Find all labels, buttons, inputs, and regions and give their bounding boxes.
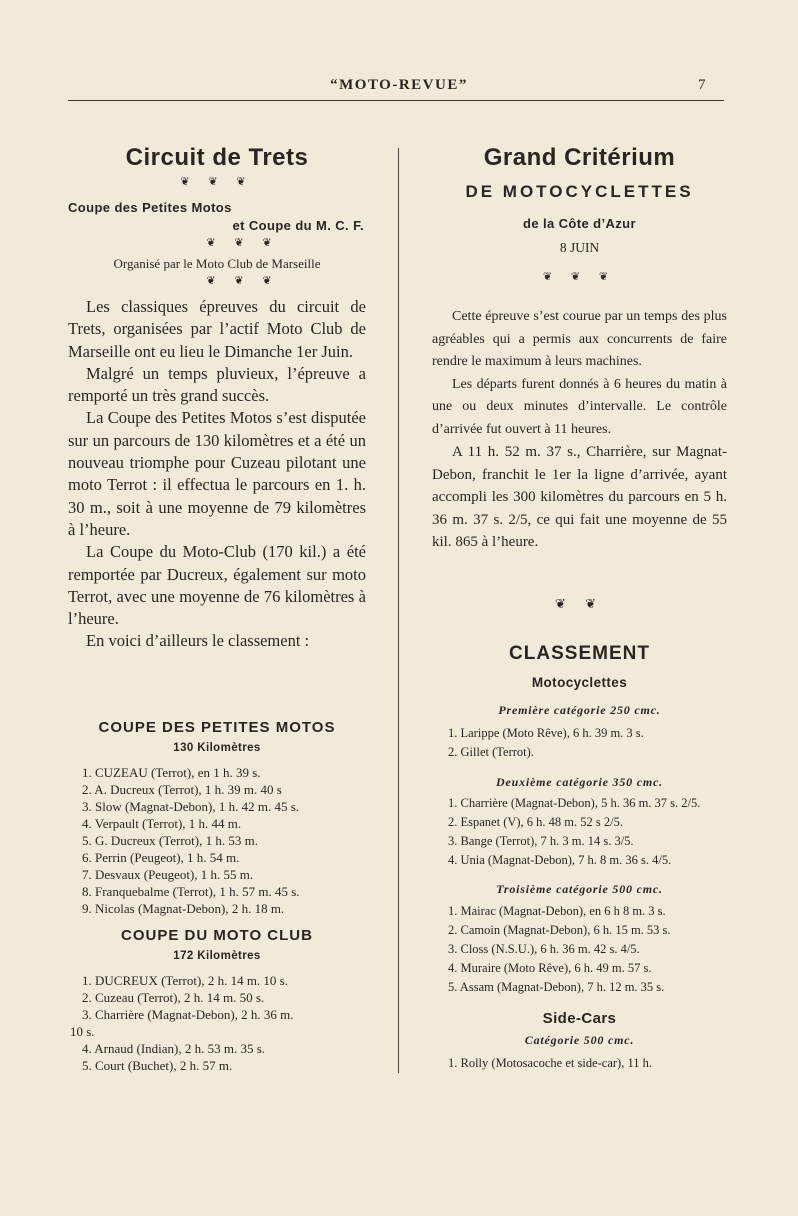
list-item: 2. Gillet (Terrot). (448, 745, 534, 759)
ornament-icon: ❦ ❦ ❦ (206, 237, 280, 249)
list-item: 3. Closs (N.S.U.), 6 h. 36 m. 42 s. 4/5. (448, 942, 640, 956)
section-distance: 130 Kilomètres (173, 742, 261, 754)
list-item: 1. Charrière (Magnat-Debon), 5 h. 36 m. 37 s. 2/5. (448, 796, 701, 810)
ornament-icon: ❦ ❦ ❦ (542, 271, 617, 283)
category-title: Troisième catégorie 500 cmc. (496, 882, 663, 896)
results-list-cat1 (448, 724, 644, 762)
list-item: 2. Espanet (V), 6 h. 48 m. 52 s 2/5. (448, 815, 623, 829)
section-title-moto-club: COUPE DU MOTO CLUB (121, 927, 313, 944)
list-item: 3. Slow (Magnat-Debon), 1 h. 42 m. 45 s. (82, 799, 300, 814)
motocyclettes-heading: Motocyclettes (531, 675, 628, 690)
list-item: 5. Court (Buchet), 2 h. 57 m. (82, 1058, 233, 1073)
paragraph: Les départs furent donnés à 6 heures du matin à une ou deux minutes d’intervalle. Le contrôle d’arrivée fut ouvert à 11 heures. (432, 376, 727, 437)
list-item: 1. CUZEAU (Terrot), en 1 h. 39 s. (82, 765, 261, 780)
ornament-icon: ❦ ❦ ❦ (206, 275, 280, 287)
article-body-trets (68, 296, 366, 653)
list-item: 4. Muraire (Moto Rêve), 6 h. 49 m. 57 s. (448, 961, 652, 975)
sidecars-heading: Side-Cars (542, 1010, 617, 1027)
ornament-icon: ❦ ❦ ❦ (180, 176, 254, 188)
list-item: 6. Perrin (Peugeot), 1 h. 54 m. (82, 850, 240, 865)
paragraph: La Coupe des Petites Motos s’est disputée sur un parcours de 130 kilomètres et a été un nouveau triomphe pour Cuzeau pilotant une moto Terrot : il effectua le parcours en 1. h. 30 m., soit à une moyenne de 79 kilomètres à l’heure. (68, 408, 366, 539)
paragraph: Les classiques épreuves du circuit de Trets, organisées par l’actif Moto Club de Marseille ont eu lieu le Dimanche 1er Juin. (68, 297, 366, 361)
list-item: 4. Unia (Magnat-Debon), 7 h. 8 m. 36 s. 4/5. (448, 853, 672, 867)
list-item: 1. Mairac (Magnat-Debon), en 6 h 8 m. 3 s. (448, 904, 666, 918)
section-title-petites-motos: COUPE DES PETITES MOTOS (98, 719, 336, 736)
event-date: 8 JUIN (559, 240, 600, 255)
list-item: 1. DUCREUX (Terrot), 2 h. 14 m. 10 s. (82, 973, 288, 988)
ornament-icon: ❦ ❦ (554, 596, 605, 611)
list-item: 2. Cuzeau (Terrot), 2 h. 14 m. 50 s. (82, 990, 265, 1005)
article-title-trets: Circuit de Trets (125, 144, 309, 171)
article-subtitle: de la Côte d’Azur (523, 216, 636, 231)
section-distance: 172 Kilomètres (173, 950, 261, 962)
article-title-line2: DE MOTOCYCLETTES (465, 182, 694, 201)
list-item: 3. Bange (Terrot), 7 h. 3 m. 14 s. 3/5. (448, 834, 634, 848)
results-list-moto-club (70, 972, 366, 1074)
list-item: 1. Larippe (Moto Rêve), 6 h. 39 m. 3 s. (448, 726, 644, 740)
article-body-criterium (432, 306, 727, 554)
results-list-cat2 (448, 794, 700, 870)
running-header: “MOTO-REVUE” (330, 77, 468, 93)
classement-title: CLASSEMENT (509, 643, 650, 664)
category-title: Première catégorie 250 cmc. (498, 703, 661, 717)
subtitle-petites-motos: Coupe des Petites Motos (68, 200, 232, 215)
paragraph: Cette épreuve s’est courue par un temps des plus agréables qui a permis aux concurrents de faire rendre le maximum à leurs machines. (432, 309, 727, 369)
list-item: 3. Charrière (Magnat-Debon), 2 h. 36 m. (82, 1007, 294, 1022)
results-list-petites-motos (82, 764, 300, 917)
column-divider (398, 148, 399, 1073)
list-item: 8. Franquebalme (Terrot), 1 h. 57 m. 45 s. (82, 884, 300, 899)
category-title: Catégorie 500 cmc. (524, 1033, 635, 1047)
list-item: 5. Assam (Magnat-Debon), 7 h. 12 m. 35 s. (448, 980, 665, 994)
organizer-line: Organisé par le Moto Club de Marseille (113, 256, 321, 271)
paragraph: A 11 h. 52 m. 37 s., Charrière, sur Magnat-Debon, franchit le 1er la ligne d’arrivée, ayant accompli les 300 kilomètres du parcours en 5 h. 36 m. 37 s. 2/5, ce qui fait une moyenne de 55 kil. 865 à l’heure. (432, 444, 727, 550)
subtitle-mcf: et Coupe du M. C. F. (232, 218, 364, 233)
header-rule (68, 100, 724, 101)
list-item: 9. Nicolas (Magnat-Debon), 2 h. 18 m. (82, 901, 285, 916)
list-item: 5. G. Ducreux (Terrot), 1 h. 53 m. (82, 833, 258, 848)
results-list-sidecars (448, 1054, 652, 1073)
list-item: 10 s. (70, 1024, 95, 1039)
list-item: 2. A. Ducreux (Terrot), 1 h. 39 m. 40 s (82, 782, 282, 797)
list-item: 2. Camoin (Magnat-Debon), 6 h. 15 m. 53 s. (448, 923, 671, 937)
paragraph: La Coupe du Moto-Club (170 kil.) a été remportée par Ducreux, également sur moto Terrot, avec une moyenne de 76 kilomètres à l’heure. (68, 542, 366, 629)
list-item: 4. Arnaud (Indian), 2 h. 53 m. 35 s. (82, 1041, 266, 1056)
paragraph: En voici d’ailleurs le classement : (86, 631, 310, 651)
category-title: Deuxième catégorie 350 cmc. (496, 775, 663, 789)
article-title-criterium: Grand Critérium (483, 144, 676, 171)
list-item: 4. Verpault (Terrot), 1 h. 44 m. (82, 816, 242, 831)
list-item: 7. Desvaux (Peugeot), 1 h. 55 m. (82, 867, 254, 882)
page-number: 7 (698, 77, 706, 93)
paragraph: Malgré un temps pluvieux, l’épreuve a remporté un très grand succès. (68, 363, 366, 406)
list-item: 1. Rolly (Motosacoche et side-car), 11 h. (448, 1056, 652, 1070)
results-list-cat3 (448, 902, 671, 997)
